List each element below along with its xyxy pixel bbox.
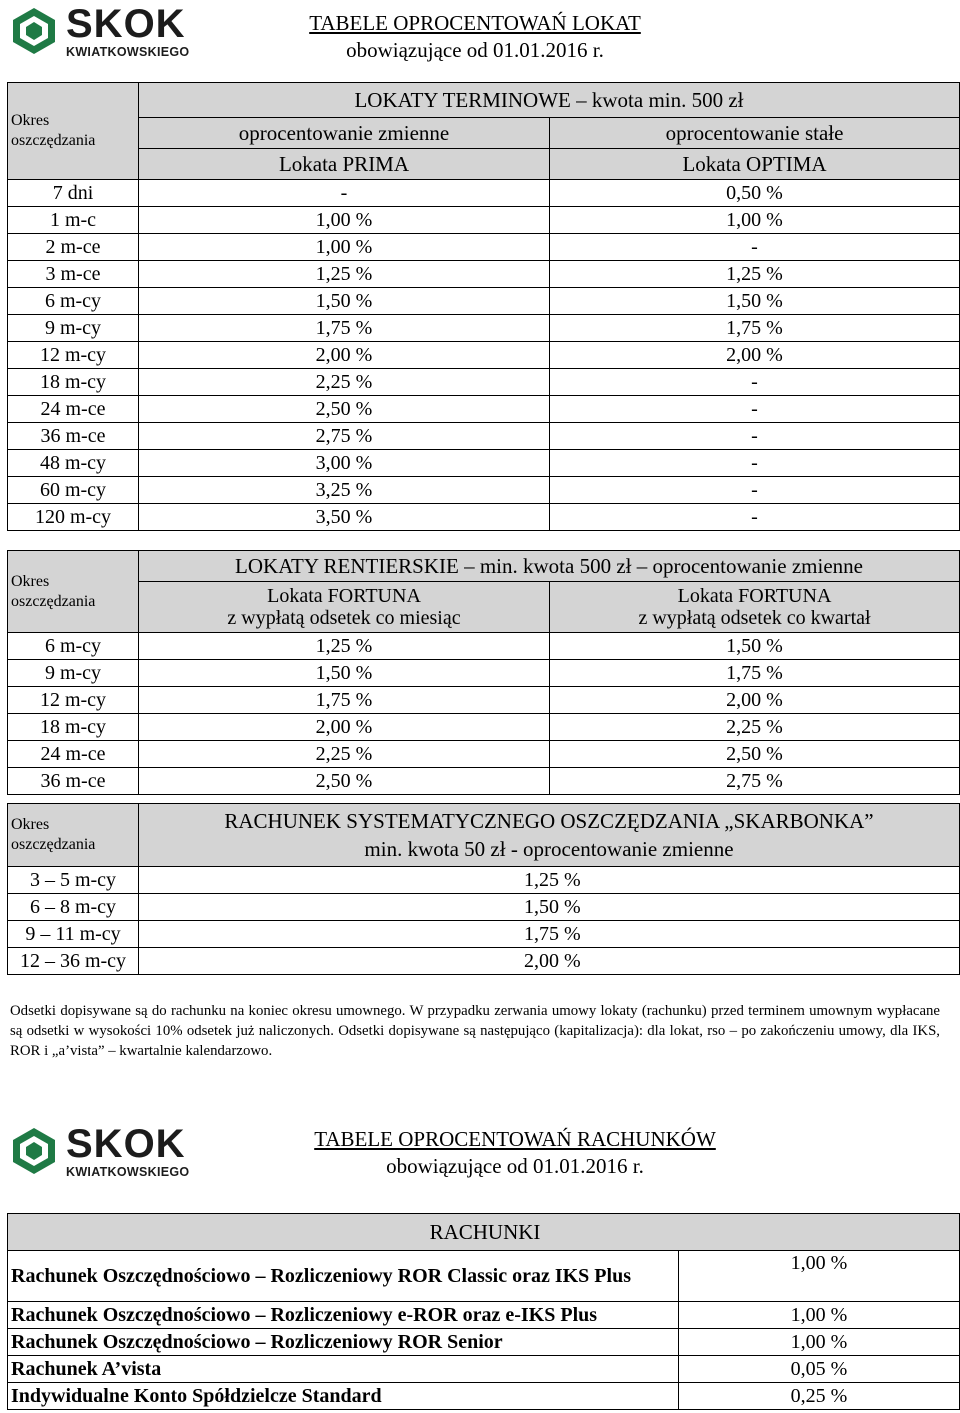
rate-cell: 2,00 %: [139, 714, 550, 741]
col1-type: oprocentowanie zmienne: [139, 118, 550, 149]
period-cell: 7 dni: [8, 180, 139, 207]
rate-cell: 3,00 %: [139, 450, 550, 477]
table-row: [8, 867, 960, 894]
period-cell: 9 m-cy: [8, 315, 139, 342]
period-cell: 36 m-ce: [8, 423, 139, 450]
interest-note: Odsetki dopisywane są do rachunku na koniec okresu umownego. W przypadku zerwania umowy lokaty (rachunku) przed terminem umownym wypłacane są odsetki w wysokości 10% odsetek już naliczonych. Odsetki dopisywane są następująco (kapitalizacja): dla lokat, rso – po zakończeniu umowy, dla IKS, ROR i „a’vista” – kwartalnie kalendarzowo.: [10, 1003, 940, 1059]
fortuna-quarterly-line2: z wypłatą odsetek co kwartał: [638, 607, 871, 629]
period-cell: 36 m-ce: [8, 768, 139, 795]
period-cell: 18 m-cy: [8, 369, 139, 396]
rate-cell: 2,50 %: [550, 741, 960, 768]
col2-name: Lokata OPTIMA: [550, 149, 960, 180]
rate-cell: 2,25 %: [139, 741, 550, 768]
rate-cell: 1,00 %: [679, 1329, 960, 1356]
period-cell: 60 m-cy: [8, 477, 139, 504]
skok-logo: [10, 4, 189, 59]
rate-cell: 0,25 %: [679, 1383, 960, 1410]
fortuna-monthly-line2: z wypłatą odsetek co miesiąc: [227, 607, 461, 629]
table-row: [8, 234, 960, 261]
table-row: [8, 288, 960, 315]
table-row: [8, 261, 960, 288]
rate-cell: 1,25 %: [139, 867, 960, 894]
col2-type: oprocentowanie stałe: [550, 118, 960, 149]
rate-cell: 0,05 %: [679, 1356, 960, 1383]
okres-label-line1: Okres: [11, 816, 50, 833]
period-cell: 6 m-cy: [8, 633, 139, 660]
rate-cell: 1,00 %: [139, 234, 550, 261]
rate-cell: 1,75 %: [139, 687, 550, 714]
rate-cell: -: [550, 504, 960, 531]
section1-title: TABELE OPROCENTOWAŃ LOKAT: [309, 11, 641, 35]
section1-subtitle: obowiązujące od 01.01.2016 r.: [346, 38, 604, 62]
period-cell: 24 m-ce: [8, 741, 139, 768]
rate-cell: -: [550, 423, 960, 450]
lokaty-rentierskie-table: [7, 550, 960, 795]
table-row: [8, 450, 960, 477]
table-row: [8, 207, 960, 234]
table-row: [8, 1251, 960, 1302]
section1-title-block: [250, 10, 700, 64]
table-row: [8, 741, 960, 768]
account-name-cell: Rachunek Oszczędnościowo – Rozliczeniowy e-ROR oraz e-IKS Plus: [8, 1302, 679, 1329]
skarbonka-table: [7, 803, 960, 975]
rate-cell: 1,50 %: [139, 894, 960, 921]
table-row: [8, 1383, 960, 1410]
period-cell: 6 – 8 m-cy: [8, 894, 139, 921]
period-cell: 120 m-cy: [8, 504, 139, 531]
period-cell: 12 m-cy: [8, 342, 139, 369]
period-cell: 3 – 5 m-cy: [8, 867, 139, 894]
rate-cell: 3,25 %: [139, 477, 550, 504]
rate-cell: 1,00 %: [679, 1302, 960, 1329]
okres-header: [8, 83, 139, 180]
table-row: [8, 423, 960, 450]
rate-cell: 1,75 %: [550, 315, 960, 342]
rate-cell: 1,00 %: [679, 1251, 960, 1302]
rate-cell: 2,50 %: [139, 768, 550, 795]
logo-sub: KWIATKOWSKIEGO: [66, 1165, 190, 1179]
rate-cell: 0,50 %: [550, 180, 960, 207]
table-row: [8, 396, 960, 423]
rate-cell: 2,25 %: [550, 714, 960, 741]
account-name-cell: Indywidualne Konto Spółdzielcze Standard: [8, 1383, 679, 1410]
rate-cell: 1,25 %: [139, 633, 550, 660]
table-row: [8, 633, 960, 660]
rate-cell: 1,50 %: [550, 633, 960, 660]
rate-cell: 2,25 %: [139, 369, 550, 396]
logo-name: SKOK: [66, 1122, 186, 1166]
table-row: [8, 768, 960, 795]
skarbonka-heading: [139, 804, 960, 867]
fortuna-quarterly-header: [550, 582, 960, 633]
rachunki-heading: RACHUNKI: [8, 1214, 960, 1251]
col1-name: Lokata PRIMA: [139, 149, 550, 180]
table-row: [8, 660, 960, 687]
rate-cell: 1,50 %: [139, 288, 550, 315]
period-cell: 3 m-ce: [8, 261, 139, 288]
skarbonka-heading-line1: RACHUNEK SYSTEMATYCZNEGO OSZCZĘDZANIA „SKARBONKA”: [224, 809, 874, 833]
period-cell: 18 m-cy: [8, 714, 139, 741]
period-cell: 24 m-ce: [8, 396, 139, 423]
skok-emblem-icon: [10, 7, 58, 55]
rate-cell: 1,75 %: [139, 921, 960, 948]
rate-cell: 2,75 %: [550, 768, 960, 795]
fortuna-quarterly-line1: Lokata FORTUNA: [677, 585, 832, 607]
table-row: [8, 504, 960, 531]
table-row: [8, 1356, 960, 1383]
period-cell: 12 m-cy: [8, 687, 139, 714]
table-row: [8, 477, 960, 504]
okres-label-line1: Okres: [11, 572, 50, 590]
table-row: [8, 894, 960, 921]
rentierskie-heading: LOKATY RENTIERSKIE – min. kwota 500 zł – oprocentowanie zmienne: [139, 551, 960, 582]
account-name-cell: Rachunek Oszczędnościowo – Rozliczeniowy ROR Classic oraz IKS Plus: [8, 1251, 679, 1302]
skok-emblem-icon: [10, 1127, 58, 1175]
okres-label-line1: Okres: [11, 112, 50, 129]
table-row: [8, 948, 960, 975]
rate-cell: -: [139, 180, 550, 207]
table-row: [8, 342, 960, 369]
rate-cell: 2,00 %: [550, 342, 960, 369]
period-cell: 1 m-c: [8, 207, 139, 234]
period-cell: 9 m-cy: [8, 660, 139, 687]
period-cell: 2 m-ce: [8, 234, 139, 261]
table-row: [8, 921, 960, 948]
fortuna-monthly-header: [139, 582, 550, 633]
rate-cell: 1,00 %: [139, 207, 550, 234]
okres-label-line2: oszczędzania: [11, 132, 96, 149]
period-cell: 12 – 36 m-cy: [8, 948, 139, 975]
skarbonka-heading-line2: min. kwota 50 zł - oprocentowanie zmienne: [364, 837, 734, 861]
rachunki-table: [7, 1213, 960, 1410]
table-row: [8, 369, 960, 396]
lokaty-terminowe-table: [7, 82, 960, 531]
logo-name: SKOK: [66, 2, 186, 46]
table-row: [8, 1329, 960, 1356]
rate-cell: 2,00 %: [550, 687, 960, 714]
rate-cell: 1,75 %: [550, 660, 960, 687]
rate-cell: 3,50 %: [139, 504, 550, 531]
rate-cell: 1,50 %: [139, 660, 550, 687]
rate-cell: 1,50 %: [550, 288, 960, 315]
account-name-cell: Rachunek Oszczędnościowo – Rozliczeniowy ROR Senior: [8, 1329, 679, 1356]
section2-subtitle: obowiązujące od 01.01.2016 r.: [386, 1154, 644, 1178]
section2-title: TABELE OPROCENTOWAŃ RACHUNKÓW: [314, 1127, 716, 1151]
rate-cell: 2,00 %: [139, 948, 960, 975]
rate-cell: 1,75 %: [139, 315, 550, 342]
okres-label-line2: oszczędzania: [11, 836, 96, 853]
rate-cell: -: [550, 369, 960, 396]
table-row: [8, 687, 960, 714]
rate-cell: -: [550, 450, 960, 477]
rate-cell: 1,25 %: [550, 261, 960, 288]
account-name-cell: Rachunek A’vista: [8, 1356, 679, 1383]
period-cell: 6 m-cy: [8, 288, 139, 315]
rate-cell: -: [550, 396, 960, 423]
okres-label-line2: oszczędzania: [11, 592, 96, 610]
rate-cell: -: [550, 477, 960, 504]
rate-cell: 2,75 %: [139, 423, 550, 450]
terminowe-heading: LOKATY TERMINOWE – kwota min. 500 zł: [139, 83, 960, 118]
okres-header: [8, 551, 139, 633]
period-cell: 48 m-cy: [8, 450, 139, 477]
rate-cell: -: [550, 234, 960, 261]
table-row: [8, 1302, 960, 1329]
table-row: [8, 315, 960, 342]
rate-cell: 1,00 %: [550, 207, 960, 234]
rate-cell: 2,00 %: [139, 342, 550, 369]
okres-header: [8, 804, 139, 867]
table-row: [8, 180, 960, 207]
table-row: [8, 714, 960, 741]
rate-cell: 2,50 %: [139, 396, 550, 423]
period-cell: 9 – 11 m-cy: [8, 921, 139, 948]
fortuna-monthly-line1: Lokata FORTUNA: [267, 585, 421, 607]
rate-cell: 1,25 %: [139, 261, 550, 288]
skok-logo: [10, 1124, 189, 1179]
section2-title-block: [265, 1126, 765, 1180]
logo-sub: KWIATKOWSKIEGO: [66, 45, 190, 59]
